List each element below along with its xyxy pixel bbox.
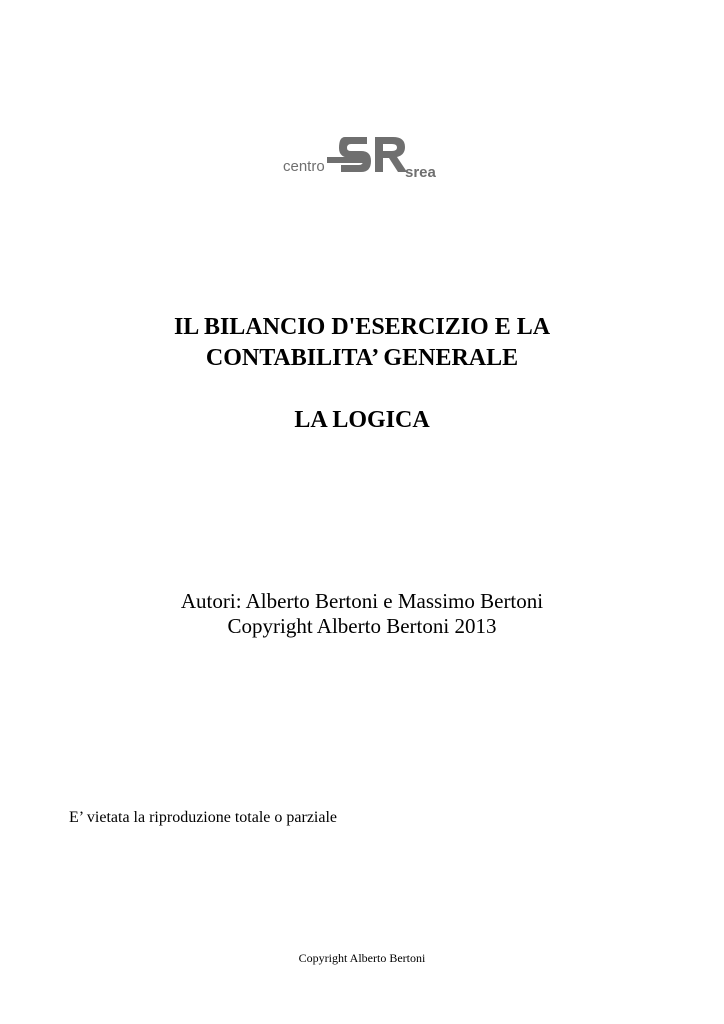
authors-block bbox=[0, 589, 724, 639]
page-footer: Copyright Alberto Bertoni bbox=[298, 951, 426, 965]
document-title bbox=[0, 312, 724, 374]
centro-srea-logo bbox=[283, 131, 443, 187]
document-subtitle: LA LOGICA bbox=[294, 407, 430, 433]
logo-suffix-text: srea bbox=[405, 164, 436, 181]
logo-prefix-text: centro bbox=[283, 158, 325, 175]
title-line-1: IL BILANCIO D'ESERCIZIO E LA bbox=[173, 314, 551, 340]
reproduction-notice: E’ vietata la riproduzione totale o parziale bbox=[69, 809, 338, 826]
copyright-line: Copyright Alberto Bertoni 2013 bbox=[227, 614, 497, 638]
title-line-2: CONTABILITA’ GENERALE bbox=[205, 345, 519, 371]
authors-line: Autori: Alberto Bertoni e Massimo Bertoni bbox=[180, 589, 544, 613]
